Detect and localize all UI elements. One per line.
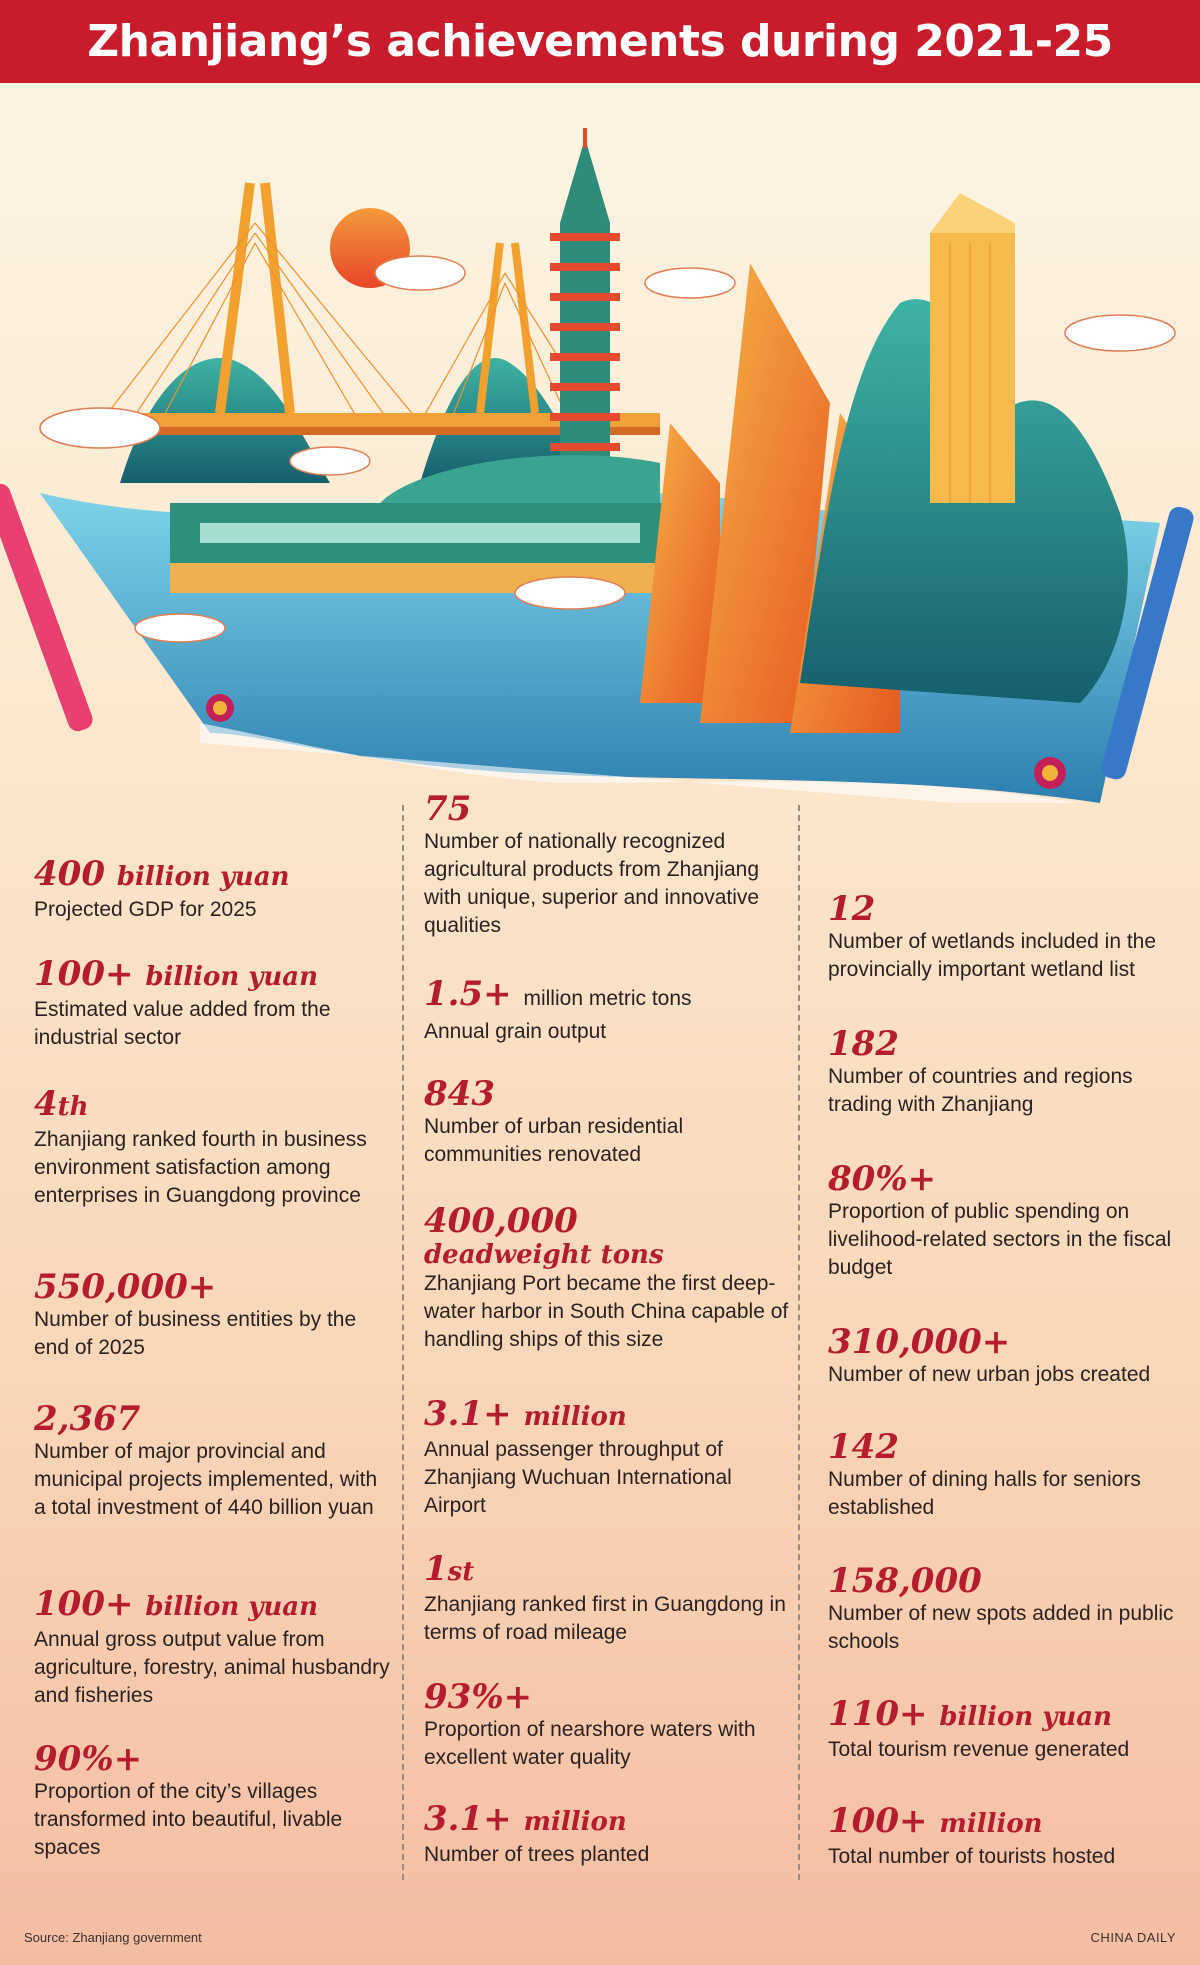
stat-value: 843 — [424, 1074, 495, 1114]
stat-unit: million — [939, 1809, 1043, 1839]
stat-value: 4 — [34, 1084, 58, 1124]
stat-unit: billion yuan — [145, 1592, 319, 1622]
stat-description: Proportion of nearshore waters with excellent water quality — [424, 1718, 756, 1769]
stat-value: 400 — [34, 854, 105, 894]
stat-value: 1.5+ — [424, 974, 512, 1014]
stat-value: 1 — [424, 1549, 448, 1589]
stat-value: 158,000 — [828, 1561, 982, 1601]
stat-unit: th — [57, 1092, 89, 1122]
stat-item — [34, 1085, 394, 1210]
stat-value: 3.1+ — [424, 1394, 512, 1434]
stat-value: 100+ — [34, 954, 134, 994]
stat-description: Total tourism revenue generated — [828, 1738, 1130, 1761]
stat-value: 2,367 — [34, 1399, 141, 1439]
stat-unit: million — [523, 1807, 627, 1837]
stat-description: Estimated value added from the industrial sector — [34, 998, 331, 1049]
stat-description: Number of dining halls for seniors established — [828, 1468, 1141, 1519]
stat-description: Number of new spots added in public schools — [828, 1602, 1174, 1653]
title-banner — [0, 0, 1200, 83]
publisher-credit: CHINA DAILY — [1090, 1930, 1176, 1945]
stat-value: 100+ — [828, 1801, 928, 1841]
stat-value: 80%+ — [828, 1159, 937, 1199]
stat-item — [424, 975, 794, 1046]
stat-item — [828, 1160, 1178, 1282]
stat-value: 3.1+ — [424, 1799, 512, 1839]
stat-description: Number of urban residential communities renovated — [424, 1115, 684, 1166]
stat-item — [424, 1075, 794, 1169]
stat-item — [34, 1400, 394, 1522]
stat-unit: million metric tons — [523, 987, 692, 1010]
stat-item — [828, 1562, 1178, 1656]
stat-description: Number of major provincial and municipal projects implemented, with a total investment of 440 billion yuan — [34, 1440, 378, 1519]
stat-unit: st — [447, 1557, 475, 1587]
stat-description: Annual gross output value from agriculture, forestry, animal husbandry and fisheries — [34, 1628, 390, 1707]
stat-value: 142 — [828, 1427, 899, 1467]
stat-description: Number of trees planted — [424, 1843, 650, 1866]
page-title: Zhanjiang’s achievements during 2021-25 — [87, 16, 1113, 67]
stat-item — [828, 1323, 1178, 1389]
stat-description: Zhanjiang ranked first in Guangdong in terms of road mileage — [424, 1593, 786, 1644]
stat-unit: billion yuan — [939, 1702, 1113, 1732]
stat-value: 400,000 — [424, 1201, 578, 1241]
stat-item — [424, 1550, 794, 1647]
stat-item — [34, 1268, 394, 1362]
stat-item — [34, 855, 394, 924]
skyscraper — [930, 193, 1015, 503]
stat-description: Zhanjiang ranked fourth in business environment satisfaction among enterprises in Guangdong province — [34, 1128, 367, 1207]
pagoda — [550, 128, 620, 483]
stat-description: Number of business entities by the end of 2025 — [34, 1308, 357, 1359]
stat-unit: million — [523, 1402, 627, 1432]
stat-value: 182 — [828, 1024, 899, 1064]
source-note: Source: Zhanjiang government — [24, 1930, 202, 1945]
stat-value: 550,000+ — [34, 1267, 217, 1307]
stat-item — [828, 1025, 1178, 1119]
column-divider — [798, 805, 800, 1880]
stat-unit: deadweight tons — [424, 1240, 664, 1270]
stat-item — [424, 1678, 794, 1772]
stat-unit: billion yuan — [145, 962, 319, 992]
stat-value: 100+ — [34, 1584, 134, 1624]
stat-item — [828, 1695, 1178, 1764]
stat-description: Annual grain output — [424, 1020, 607, 1043]
stat-description: Total number of tourists hosted — [828, 1845, 1116, 1868]
stat-item — [424, 790, 794, 940]
stat-unit: billion yuan — [116, 862, 290, 892]
stat-description: Proportion of public spending on livelihood-related sectors in the fiscal budget — [828, 1200, 1172, 1279]
stat-description: Projected GDP for 2025 — [34, 898, 257, 921]
stat-item — [34, 1585, 394, 1710]
stat-item — [828, 1802, 1178, 1871]
stat-description: Number of wetlands included in the provincially important wetland list — [828, 930, 1157, 981]
stat-item — [424, 1202, 794, 1354]
stat-item — [424, 1395, 794, 1520]
stat-item — [828, 890, 1178, 984]
stat-item — [424, 1800, 794, 1869]
stat-value: 110+ — [828, 1694, 928, 1734]
stat-value: 90%+ — [34, 1739, 143, 1779]
stat-description: Annual passenger throughput of Zhanjiang Wuchuan International Airport — [424, 1438, 732, 1517]
stat-value: 310,000+ — [828, 1322, 1011, 1362]
stat-description: Zhanjiang Port became the first deep-water harbor in South China capable of handling ships of this size — [424, 1272, 789, 1351]
stat-description: Number of nationally recognized agricultural products from Zhanjiang with unique, superior and innovative qualities — [424, 830, 760, 937]
stat-description: Number of countries and regions trading with Zhanjiang — [828, 1065, 1133, 1116]
stat-item — [34, 955, 394, 1052]
stat-value: 75 — [424, 789, 472, 829]
stat-item — [828, 1428, 1178, 1522]
stat-description: Proportion of the city’s villages transformed into beautiful, livable spaces — [34, 1780, 343, 1859]
stat-item — [34, 1740, 394, 1862]
stat-value: 93%+ — [424, 1677, 533, 1717]
stat-value: 12 — [828, 889, 876, 929]
city-landmarks-illustration — [0, 83, 1200, 803]
column-divider — [402, 805, 404, 1880]
stat-description: Number of new urban jobs created — [828, 1363, 1151, 1386]
